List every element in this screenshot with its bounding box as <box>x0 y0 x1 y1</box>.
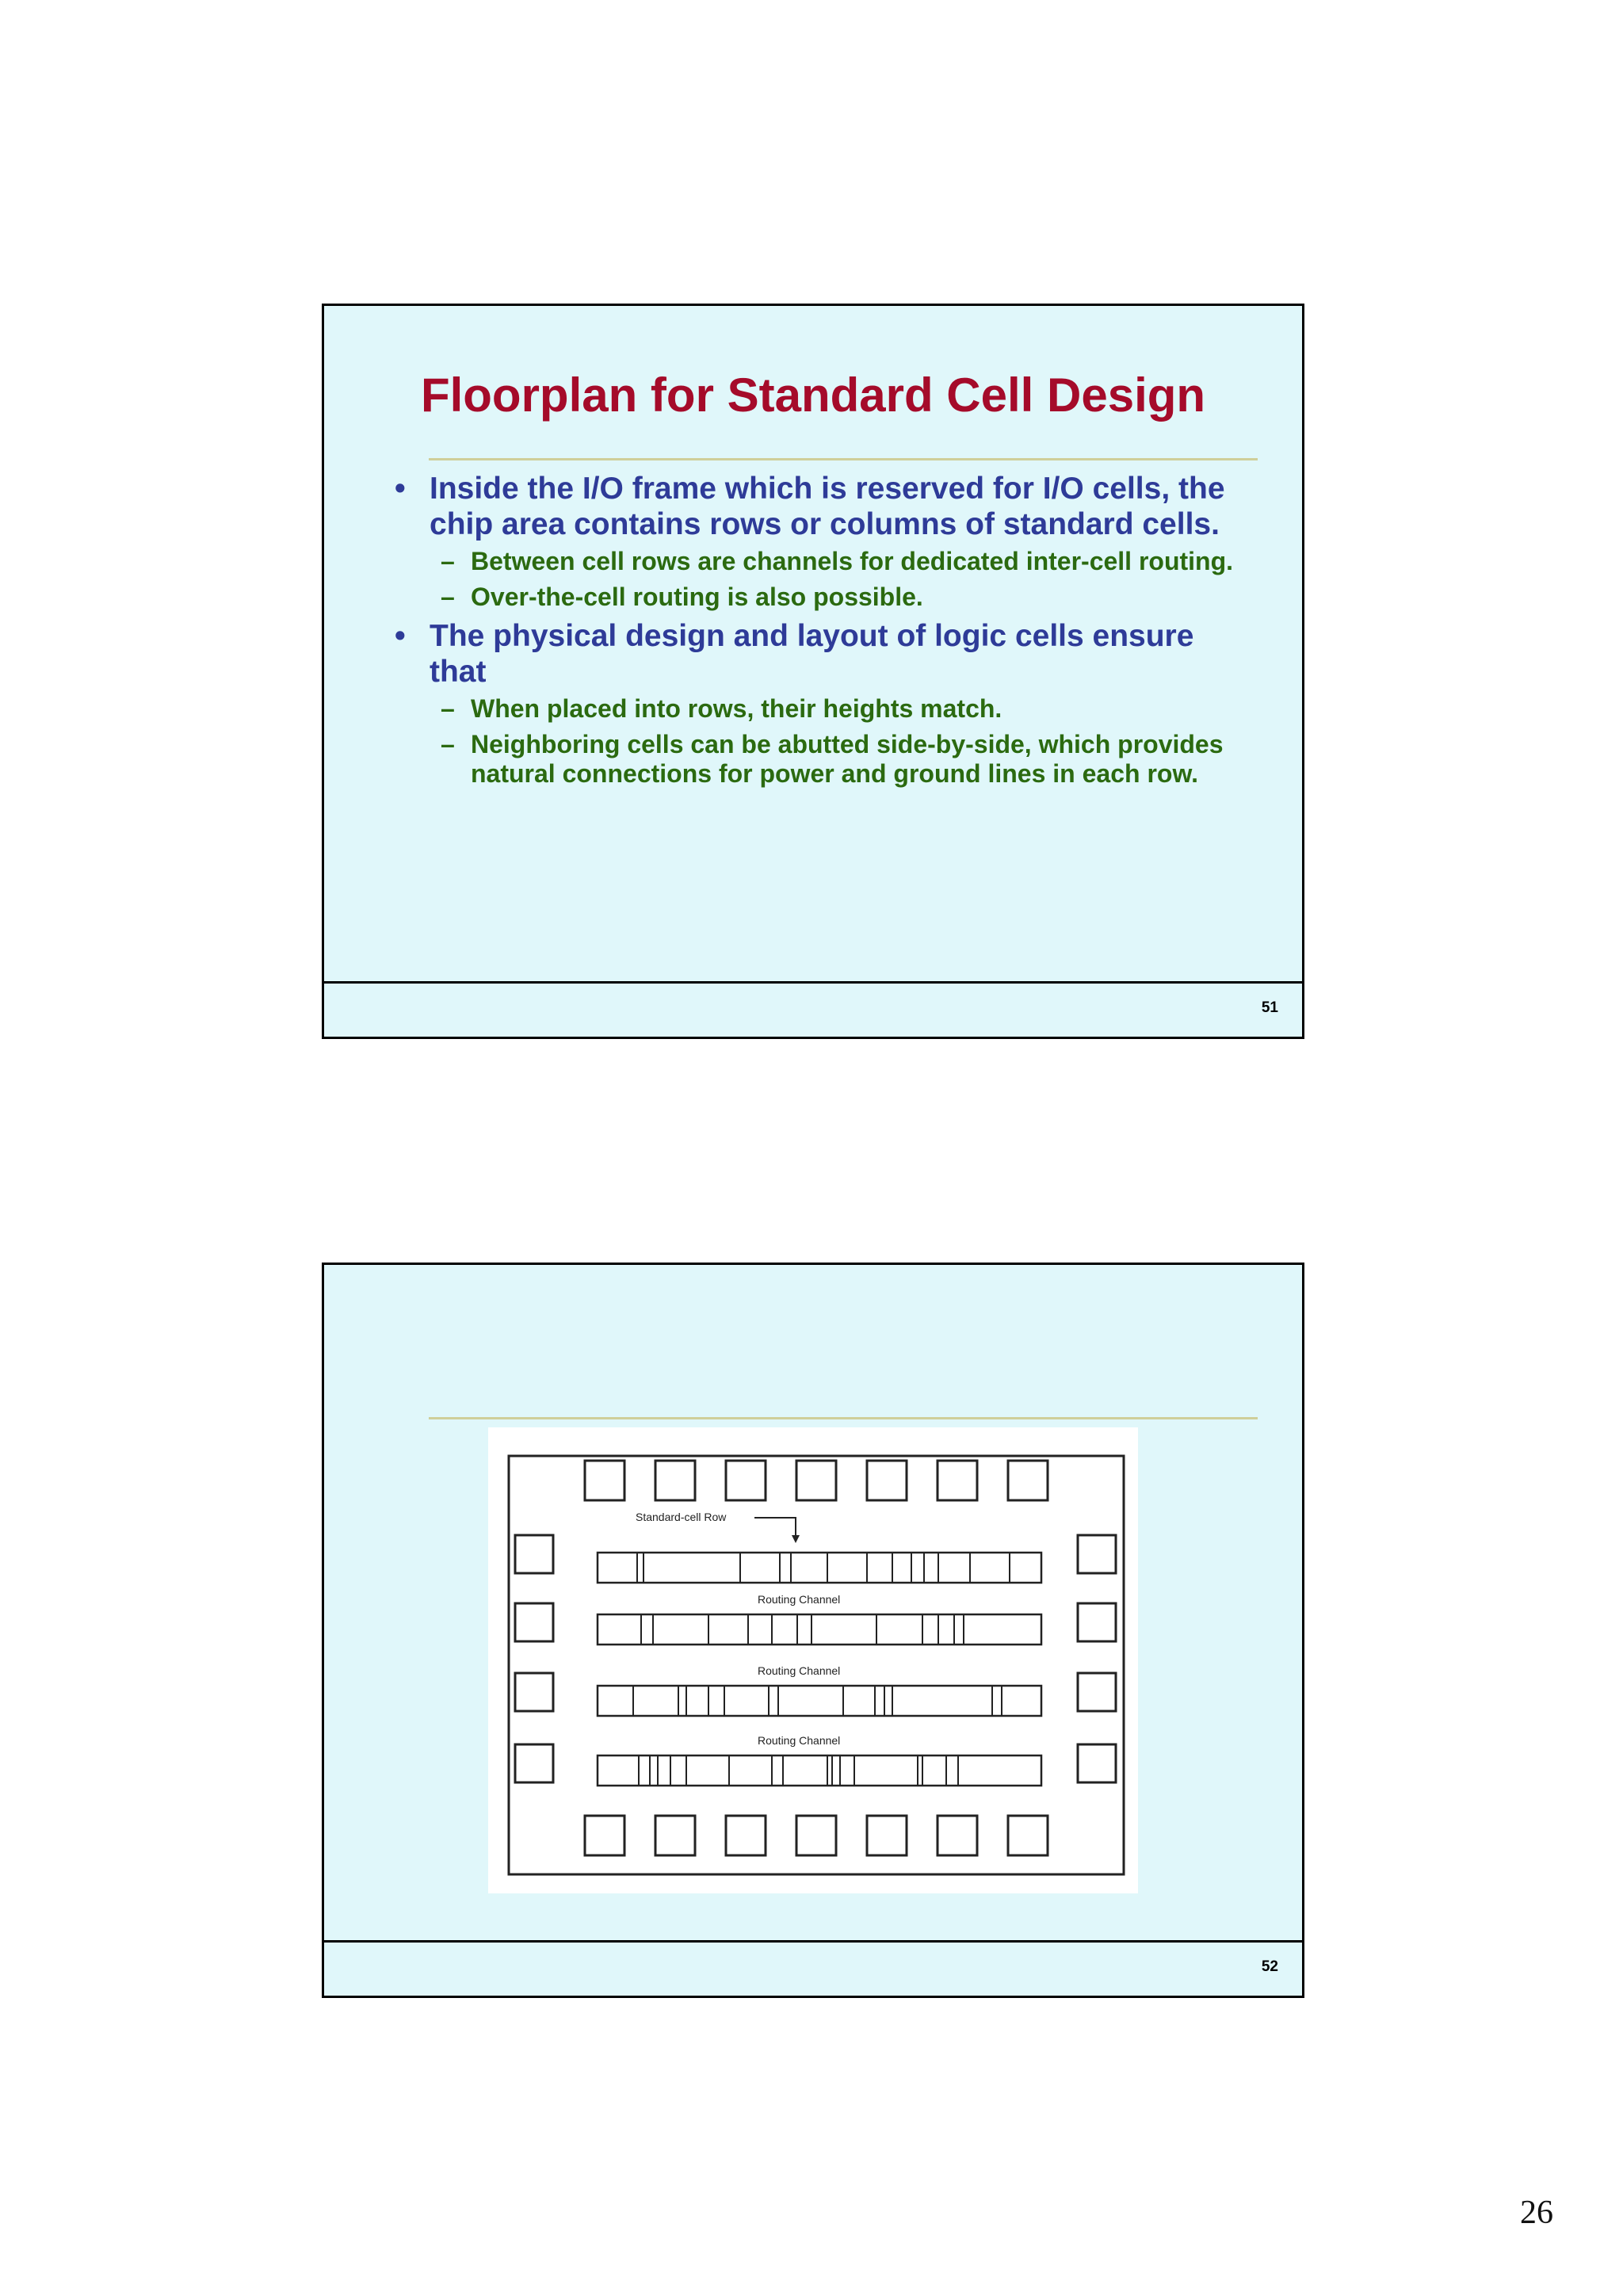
routing-channel-label-2: Routing Channel <box>758 1664 841 1677</box>
sub-bullet-2-2 <box>384 730 1239 789</box>
io-pads <box>515 1461 1116 1855</box>
slide-number: 52 <box>1261 1958 1278 1975</box>
io-pad-right <box>1078 1744 1116 1782</box>
floorplan-figure <box>488 1427 1138 1893</box>
io-pad-bottom <box>655 1816 695 1855</box>
routing-channel-label-3: Routing Channel <box>758 1734 841 1747</box>
standard-cell-row-label: Standard-cell Row <box>636 1511 727 1523</box>
standard-cell-row <box>598 1553 1041 1583</box>
sub-bullet-1-2-text: Over-the-cell routing is also possible. <box>471 583 923 611</box>
io-pad-top <box>655 1461 695 1500</box>
io-pad-bottom <box>938 1816 977 1855</box>
slide-footer <box>324 1940 1302 1996</box>
slide-52 <box>322 1263 1304 1998</box>
floorplan-diagram <box>488 1427 1138 1893</box>
slide-title: Floorplan for Standard Cell Design <box>420 369 1206 422</box>
io-pad-left <box>515 1673 553 1711</box>
io-pad-left <box>515 1744 553 1782</box>
sub-bullet-2-1-text: When placed into rows, their heights match. <box>471 694 1002 723</box>
io-pad-right <box>1078 1535 1116 1573</box>
bullet-1-text: Inside the I/O frame which is reserved for I/O cells, the chip area contains rows or columns of standard cells. <box>430 472 1225 541</box>
io-pad-left <box>515 1535 553 1573</box>
io-pad-top <box>867 1461 907 1500</box>
slide-51 <box>322 304 1304 1039</box>
bullet-dot-icon: • <box>395 619 406 653</box>
dash-icon: – <box>441 547 455 575</box>
slide-body <box>384 471 1255 795</box>
title-divider <box>429 1417 1258 1419</box>
sub-bullet-2-2-text: Neighboring cells can be abutted side-by-side, which provides natural connections for power and ground lines in each row. <box>471 730 1224 788</box>
io-pad-right <box>1078 1603 1116 1641</box>
title-divider <box>429 458 1258 460</box>
sub-bullet-1-1-text: Between cell rows are channels for dedicated inter-cell routing. <box>471 547 1234 575</box>
sub-bullet-1-1 <box>384 547 1239 576</box>
sub-bullet-1-2 <box>384 583 1239 612</box>
slide-number: 51 <box>1261 999 1278 1016</box>
row-arrow-line <box>754 1518 796 1540</box>
io-pad-bottom <box>867 1816 907 1855</box>
bullet-2-text: The physical design and layout of logic cells ensure that <box>430 619 1194 689</box>
io-pad-bottom <box>585 1816 624 1855</box>
io-pad-right <box>1078 1673 1116 1711</box>
standard-cell-row <box>598 1686 1041 1716</box>
standard-cell-row <box>598 1755 1041 1786</box>
io-pad-left <box>515 1603 553 1641</box>
io-pad-top <box>796 1461 836 1500</box>
io-pad-bottom <box>796 1816 836 1855</box>
page-number: 26 <box>1520 2195 1553 2231</box>
bullet-dot-icon: • <box>395 472 406 506</box>
sub-bullet-2-1 <box>384 694 1239 724</box>
io-pad-bottom <box>726 1816 766 1855</box>
slide-footer <box>324 981 1302 1037</box>
io-pad-top <box>726 1461 766 1500</box>
io-pad-top <box>1008 1461 1048 1500</box>
io-pad-top <box>938 1461 977 1500</box>
io-pad-top <box>585 1461 624 1500</box>
dash-icon: – <box>441 730 455 758</box>
routing-channel-label-1: Routing Channel <box>758 1593 841 1606</box>
bullet-2 <box>384 618 1255 690</box>
dash-icon: – <box>441 694 455 723</box>
bullet-1 <box>384 471 1255 542</box>
io-pad-bottom <box>1008 1816 1048 1855</box>
dash-icon: – <box>441 583 455 611</box>
row-arrow-head-icon <box>792 1535 800 1543</box>
standard-cell-row <box>598 1614 1041 1645</box>
